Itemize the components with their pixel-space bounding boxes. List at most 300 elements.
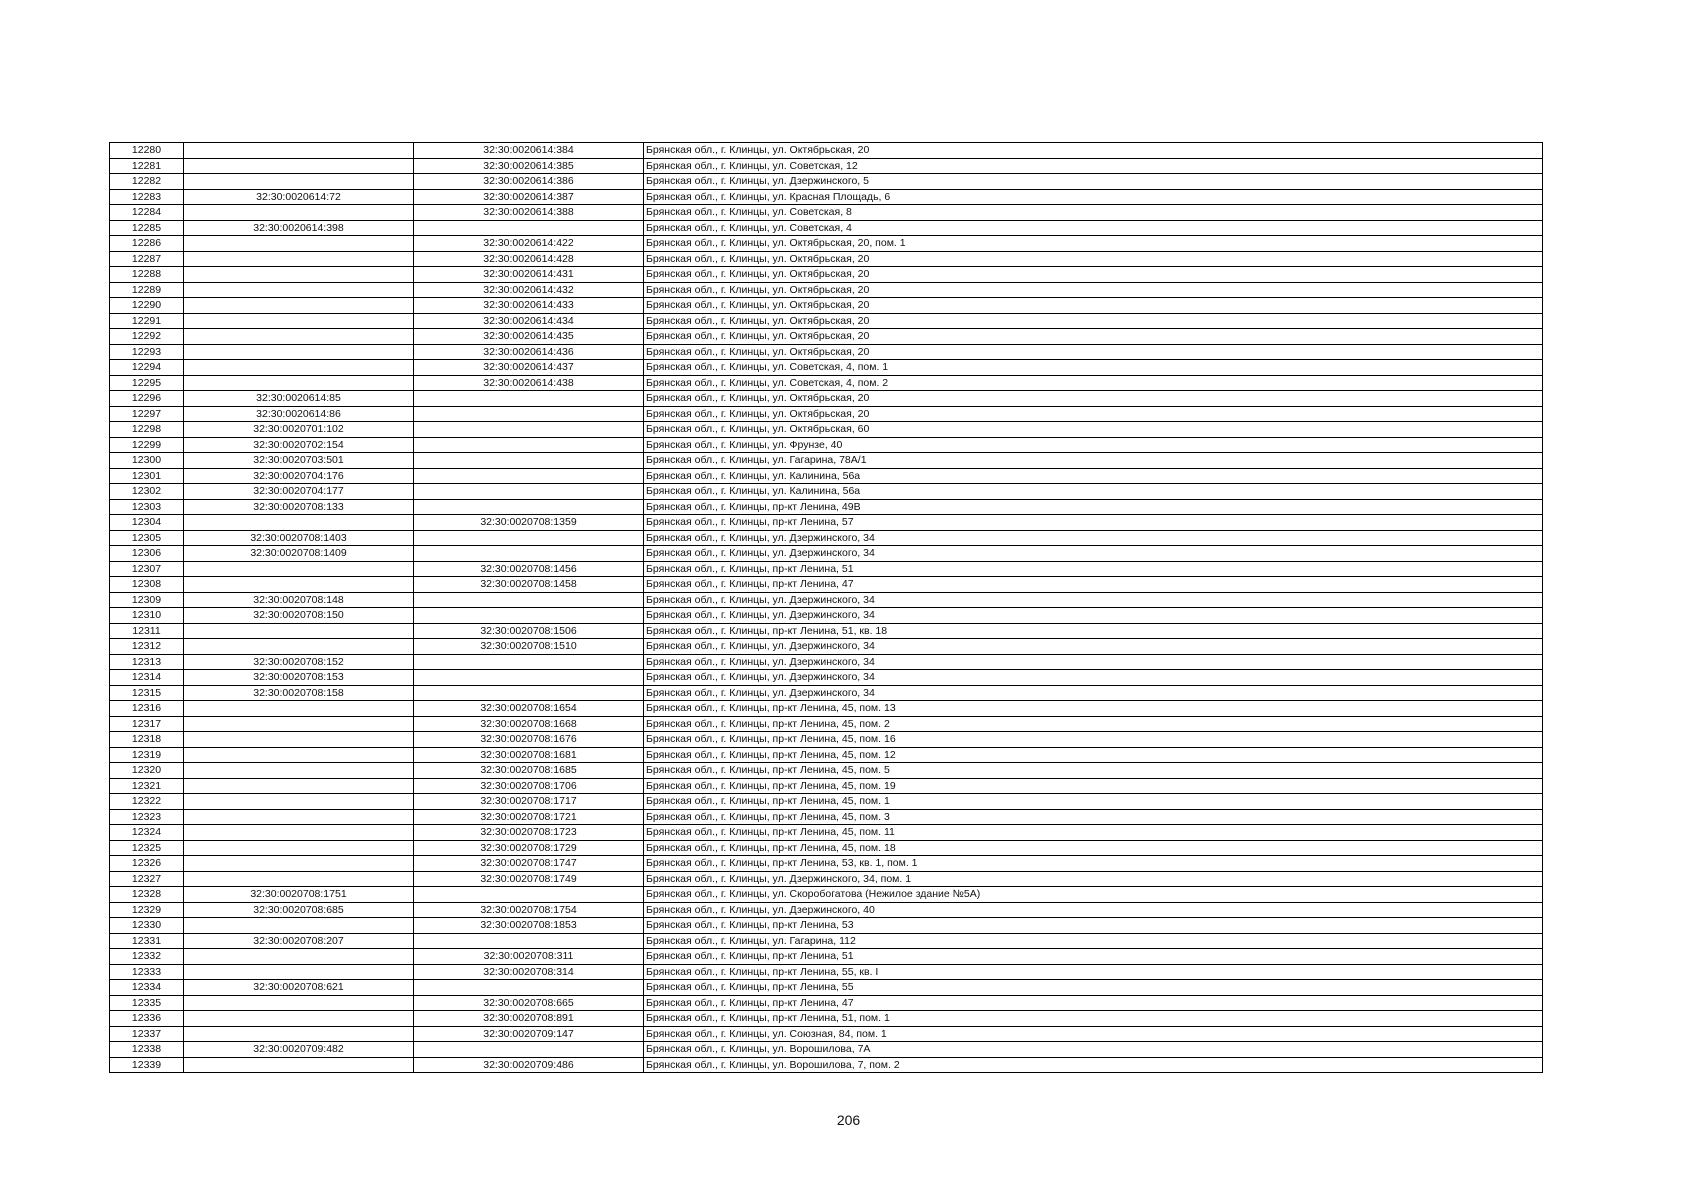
table-row bbox=[110, 887, 1543, 903]
row-number-cell: 12310 bbox=[110, 608, 184, 624]
cadastral-number-object-cell bbox=[414, 437, 644, 453]
address-cell: Брянская обл., г. Клинцы, ул. Советская, 4 bbox=[644, 220, 1543, 236]
cadastral-number-object-cell bbox=[414, 530, 644, 546]
address-cell: Брянская обл., г. Клинцы, ул. Дзержинского, 34 bbox=[644, 654, 1543, 670]
cadastral-number-object-cell bbox=[414, 546, 644, 562]
cadastral-number-object-cell: 32:30:0020708:1717 bbox=[414, 794, 644, 810]
cadastral-number-land-cell: 32:30:0020708:685 bbox=[184, 902, 414, 918]
address-cell: Брянская обл., г. Клинцы, пр-кт Ленина, 45, пом. 3 bbox=[644, 809, 1543, 825]
row-number-cell: 12301 bbox=[110, 468, 184, 484]
row-number-cell: 12307 bbox=[110, 561, 184, 577]
cadastral-number-land-cell: 32:30:0020704:177 bbox=[184, 484, 414, 500]
address-cell: Брянская обл., г. Клинцы, ул. Ворошилова, 7, пом. 2 bbox=[644, 1057, 1543, 1073]
row-number-cell: 12315 bbox=[110, 685, 184, 701]
row-number-cell: 12316 bbox=[110, 701, 184, 717]
table-row bbox=[110, 732, 1543, 748]
table-row bbox=[110, 298, 1543, 314]
row-number-cell: 12335 bbox=[110, 995, 184, 1011]
cadastral-number-object-cell: 32:30:0020708:1506 bbox=[414, 623, 644, 639]
cadastral-number-land-cell bbox=[184, 282, 414, 298]
row-number-cell: 12328 bbox=[110, 887, 184, 903]
cadastral-number-object-cell: 32:30:0020708:1676 bbox=[414, 732, 644, 748]
cadastral-number-object-cell bbox=[414, 685, 644, 701]
table-row bbox=[110, 453, 1543, 469]
cadastral-number-land-cell: 32:30:0020614:72 bbox=[184, 189, 414, 205]
address-cell: Брянская обл., г. Клинцы, пр-кт Ленина, 47 bbox=[644, 577, 1543, 593]
cadastral-number-land-cell: 32:30:0020614:398 bbox=[184, 220, 414, 236]
cadastral-number-land-cell bbox=[184, 871, 414, 887]
table-row bbox=[110, 778, 1543, 794]
row-number-cell: 12311 bbox=[110, 623, 184, 639]
cadastral-number-land-cell bbox=[184, 778, 414, 794]
address-cell: Брянская обл., г. Клинцы, пр-кт Ленина, 51 bbox=[644, 561, 1543, 577]
row-number-cell: 12302 bbox=[110, 484, 184, 500]
address-cell: Брянская обл., г. Клинцы, ул. Дзержинского, 5 bbox=[644, 174, 1543, 190]
cadastral-number-object-cell bbox=[414, 1042, 644, 1058]
address-cell: Брянская обл., г. Клинцы, пр-кт Ленина, 55 bbox=[644, 980, 1543, 996]
cadastral-number-land-cell: 32:30:0020701:102 bbox=[184, 422, 414, 438]
cadastral-number-object-cell: 32:30:0020708:311 bbox=[414, 949, 644, 965]
cadastral-number-land-cell: 32:30:0020708:1409 bbox=[184, 546, 414, 562]
address-cell: Брянская обл., г. Клинцы, ул. Октябрьская, 20, пом. 1 bbox=[644, 236, 1543, 252]
table-row bbox=[110, 437, 1543, 453]
row-number-cell: 12287 bbox=[110, 251, 184, 267]
cadastral-number-land-cell bbox=[184, 747, 414, 763]
cadastral-number-land-cell bbox=[184, 701, 414, 717]
row-number-cell: 12286 bbox=[110, 236, 184, 252]
cadastral-number-object-cell: 32:30:0020614:433 bbox=[414, 298, 644, 314]
cadastral-number-land-cell bbox=[184, 236, 414, 252]
table-row bbox=[110, 577, 1543, 593]
row-number-cell: 12303 bbox=[110, 499, 184, 515]
address-cell: Брянская обл., г. Клинцы, ул. Октябрьская, 20 bbox=[644, 298, 1543, 314]
cadastral-number-land-cell: 32:30:0020708:133 bbox=[184, 499, 414, 515]
table-row bbox=[110, 856, 1543, 872]
cadastral-number-land-cell bbox=[184, 375, 414, 391]
row-number-cell: 12309 bbox=[110, 592, 184, 608]
cadastral-number-object-cell: 32:30:0020614:434 bbox=[414, 313, 644, 329]
table-row bbox=[110, 375, 1543, 391]
row-number-cell: 12321 bbox=[110, 778, 184, 794]
cadastral-number-object-cell: 32:30:0020708:314 bbox=[414, 964, 644, 980]
address-cell: Брянская обл., г. Клинцы, ул. Скоробогатова (Нежилое здание №5А) bbox=[644, 887, 1543, 903]
address-cell: Брянская обл., г. Клинцы, ул. Октябрьская, 20 bbox=[644, 329, 1543, 345]
cadastral-number-land-cell: 32:30:0020708:152 bbox=[184, 654, 414, 670]
address-cell: Брянская обл., г. Клинцы, ул. Октябрьская, 20 bbox=[644, 251, 1543, 267]
table-row bbox=[110, 964, 1543, 980]
address-cell: Брянская обл., г. Клинцы, пр-кт Ленина, 51, пом. 1 bbox=[644, 1011, 1543, 1027]
table-row bbox=[110, 918, 1543, 934]
cadastral-number-object-cell: 32:30:0020708:1456 bbox=[414, 561, 644, 577]
address-cell: Брянская обл., г. Клинцы, ул. Октябрьская, 20 bbox=[644, 282, 1543, 298]
cadastral-number-land-cell: 32:30:0020708:1403 bbox=[184, 530, 414, 546]
table-row bbox=[110, 608, 1543, 624]
table-row bbox=[110, 995, 1543, 1011]
cadastral-number-land-cell bbox=[184, 918, 414, 934]
cadastral-number-object-cell bbox=[414, 499, 644, 515]
cadastral-number-object-cell: 32:30:0020708:1654 bbox=[414, 701, 644, 717]
row-number-cell: 12298 bbox=[110, 422, 184, 438]
cadastral-number-object-cell: 32:30:0020708:1749 bbox=[414, 871, 644, 887]
cadastral-number-land-cell bbox=[184, 360, 414, 376]
address-cell: Брянская обл., г. Клинцы, пр-кт Ленина, 45, пом. 16 bbox=[644, 732, 1543, 748]
address-cell: Брянская обл., г. Клинцы, ул. Октябрьская, 20 bbox=[644, 344, 1543, 360]
cadastral-number-object-cell bbox=[414, 670, 644, 686]
row-number-cell: 12306 bbox=[110, 546, 184, 562]
cadastral-number-object-cell: 32:30:0020708:1853 bbox=[414, 918, 644, 934]
address-cell: Брянская обл., г. Клинцы, ул. Октябрьская, 20 bbox=[644, 406, 1543, 422]
row-number-cell: 12312 bbox=[110, 639, 184, 655]
address-cell: Брянская обл., г. Клинцы, пр-кт Ленина, 45, пом. 1 bbox=[644, 794, 1543, 810]
table-row bbox=[110, 406, 1543, 422]
cadastral-number-object-cell: 32:30:0020708:1721 bbox=[414, 809, 644, 825]
cadastral-number-object-cell bbox=[414, 980, 644, 996]
address-cell: Брянская обл., г. Клинцы, ул. Дзержинского, 34 bbox=[644, 530, 1543, 546]
cadastral-number-object-cell: 32:30:0020614:438 bbox=[414, 375, 644, 391]
row-number-cell: 12333 bbox=[110, 964, 184, 980]
table-row bbox=[110, 747, 1543, 763]
table-row bbox=[110, 1042, 1543, 1058]
cadastral-number-land-cell bbox=[184, 158, 414, 174]
table-row bbox=[110, 236, 1543, 252]
address-cell: Брянская обл., г. Клинцы, ул. Дзержинского, 34 bbox=[644, 608, 1543, 624]
cadastral-number-land-cell bbox=[184, 344, 414, 360]
row-number-cell: 12305 bbox=[110, 530, 184, 546]
table-row bbox=[110, 329, 1543, 345]
row-number-cell: 12325 bbox=[110, 840, 184, 856]
table-row bbox=[110, 592, 1543, 608]
row-number-cell: 12308 bbox=[110, 577, 184, 593]
table-row bbox=[110, 158, 1543, 174]
address-cell: Брянская обл., г. Клинцы, пр-кт Ленина, 45, пом. 12 bbox=[644, 747, 1543, 763]
address-cell: Брянская обл., г. Клинцы, пр-кт Ленина, 51 bbox=[644, 949, 1543, 965]
cadastral-number-object-cell: 32:30:0020708:1458 bbox=[414, 577, 644, 593]
row-number-cell: 12331 bbox=[110, 933, 184, 949]
row-number-cell: 12291 bbox=[110, 313, 184, 329]
row-number-cell: 12323 bbox=[110, 809, 184, 825]
address-cell: Брянская обл., г. Клинцы, пр-кт Ленина, 45, пом. 18 bbox=[644, 840, 1543, 856]
cadastral-number-object-cell: 32:30:0020709:147 bbox=[414, 1026, 644, 1042]
address-cell: Брянская обл., г. Клинцы, пр-кт Ленина, 51, кв. 18 bbox=[644, 623, 1543, 639]
cadastral-number-object-cell: 32:30:0020708:1723 bbox=[414, 825, 644, 841]
table-row bbox=[110, 654, 1543, 670]
table-row bbox=[110, 623, 1543, 639]
table-row bbox=[110, 313, 1543, 329]
cadastral-number-land-cell bbox=[184, 995, 414, 1011]
address-cell: Брянская обл., г. Клинцы, пр-кт Ленина, 49В bbox=[644, 499, 1543, 515]
row-number-cell: 12322 bbox=[110, 794, 184, 810]
address-cell: Брянская обл., г. Клинцы, ул. Дзержинского, 40 bbox=[644, 902, 1543, 918]
cadastral-number-land-cell bbox=[184, 840, 414, 856]
address-cell: Брянская обл., г. Клинцы, ул. Калинина, 56а bbox=[644, 484, 1543, 500]
table-row bbox=[110, 468, 1543, 484]
row-number-cell: 12324 bbox=[110, 825, 184, 841]
address-cell: Брянская обл., г. Клинцы, ул. Союзная, 84, пом. 1 bbox=[644, 1026, 1543, 1042]
address-cell: Брянская обл., г. Клинцы, ул. Красная Площадь, 6 bbox=[644, 189, 1543, 205]
cadastral-number-object-cell: 32:30:0020708:1510 bbox=[414, 639, 644, 655]
property-registry-table bbox=[109, 142, 1543, 1073]
address-cell: Брянская обл., г. Клинцы, пр-кт Ленина, 57 bbox=[644, 515, 1543, 531]
address-cell: Брянская обл., г. Клинцы, пр-кт Ленина, 45, пом. 2 bbox=[644, 716, 1543, 732]
cadastral-number-land-cell bbox=[184, 856, 414, 872]
cadastral-number-object-cell: 32:30:0020614:384 bbox=[414, 143, 644, 159]
row-number-cell: 12282 bbox=[110, 174, 184, 190]
cadastral-number-object-cell: 32:30:0020708:665 bbox=[414, 995, 644, 1011]
address-cell: Брянская обл., г. Клинцы, пр-кт Ленина, 55, кв. I bbox=[644, 964, 1543, 980]
row-number-cell: 12295 bbox=[110, 375, 184, 391]
address-cell: Брянская обл., г. Клинцы, ул. Гагарина, 78А/1 bbox=[644, 453, 1543, 469]
table-row bbox=[110, 391, 1543, 407]
table-row bbox=[110, 825, 1543, 841]
row-number-cell: 12280 bbox=[110, 143, 184, 159]
cadastral-number-land-cell bbox=[184, 639, 414, 655]
table-row bbox=[110, 840, 1543, 856]
cadastral-number-land-cell bbox=[184, 809, 414, 825]
address-cell: Брянская обл., г. Клинцы, пр-кт Ленина, 53 bbox=[644, 918, 1543, 934]
table-row bbox=[110, 143, 1543, 159]
cadastral-number-object-cell: 32:30:0020614:436 bbox=[414, 344, 644, 360]
table-row bbox=[110, 561, 1543, 577]
cadastral-number-land-cell bbox=[184, 298, 414, 314]
row-number-cell: 12337 bbox=[110, 1026, 184, 1042]
table-row bbox=[110, 716, 1543, 732]
cadastral-number-object-cell: 32:30:0020614:431 bbox=[414, 267, 644, 283]
row-number-cell: 12285 bbox=[110, 220, 184, 236]
address-cell: Брянская обл., г. Клинцы, ул. Советская, 4, пом. 2 bbox=[644, 375, 1543, 391]
cadastral-number-land-cell: 32:30:0020708:1751 bbox=[184, 887, 414, 903]
cadastral-number-object-cell bbox=[414, 654, 644, 670]
row-number-cell: 12300 bbox=[110, 453, 184, 469]
cadastral-number-object-cell: 32:30:0020614:387 bbox=[414, 189, 644, 205]
cadastral-number-object-cell bbox=[414, 406, 644, 422]
cadastral-number-object-cell: 32:30:0020709:486 bbox=[414, 1057, 644, 1073]
cadastral-number-object-cell: 32:30:0020614:432 bbox=[414, 282, 644, 298]
cadastral-number-land-cell bbox=[184, 267, 414, 283]
cadastral-number-land-cell bbox=[184, 313, 414, 329]
row-number-cell: 12320 bbox=[110, 763, 184, 779]
row-number-cell: 12313 bbox=[110, 654, 184, 670]
cadastral-number-object-cell bbox=[414, 887, 644, 903]
address-cell: Брянская обл., г. Клинцы, ул. Ворошилова, 7А bbox=[644, 1042, 1543, 1058]
address-cell: Брянская обл., г. Клинцы, пр-кт Ленина, 45, пом. 19 bbox=[644, 778, 1543, 794]
cadastral-number-object-cell: 32:30:0020708:1668 bbox=[414, 716, 644, 732]
table-row bbox=[110, 980, 1543, 996]
cadastral-number-land-cell: 32:30:0020614:85 bbox=[184, 391, 414, 407]
cadastral-number-object-cell: 32:30:0020614:386 bbox=[414, 174, 644, 190]
cadastral-number-object-cell: 32:30:0020614:437 bbox=[414, 360, 644, 376]
cadastral-number-land-cell bbox=[184, 1057, 414, 1073]
table-row bbox=[110, 189, 1543, 205]
address-cell: Брянская обл., г. Клинцы, ул. Фрунзе, 40 bbox=[644, 437, 1543, 453]
table-row bbox=[110, 174, 1543, 190]
table-row bbox=[110, 701, 1543, 717]
address-cell: Брянская обл., г. Клинцы, ул. Октябрьская, 60 bbox=[644, 422, 1543, 438]
cadastral-number-object-cell: 32:30:0020708:1681 bbox=[414, 747, 644, 763]
table-row bbox=[110, 422, 1543, 438]
table-row bbox=[110, 639, 1543, 655]
address-cell: Брянская обл., г. Клинцы, ул. Советская, 4, пом. 1 bbox=[644, 360, 1543, 376]
cadastral-number-object-cell bbox=[414, 608, 644, 624]
cadastral-number-land-cell bbox=[184, 949, 414, 965]
table-row bbox=[110, 871, 1543, 887]
row-number-cell: 12317 bbox=[110, 716, 184, 732]
cadastral-number-object-cell bbox=[414, 468, 644, 484]
row-number-cell: 12299 bbox=[110, 437, 184, 453]
table-row bbox=[110, 933, 1543, 949]
address-cell: Брянская обл., г. Клинцы, ул. Дзержинского, 34 bbox=[644, 546, 1543, 562]
row-number-cell: 12318 bbox=[110, 732, 184, 748]
cadastral-number-object-cell bbox=[414, 453, 644, 469]
row-number-cell: 12334 bbox=[110, 980, 184, 996]
cadastral-number-land-cell bbox=[184, 561, 414, 577]
cadastral-number-land-cell bbox=[184, 143, 414, 159]
cadastral-number-land-cell: 32:30:0020614:86 bbox=[184, 406, 414, 422]
address-cell: Брянская обл., г. Клинцы, пр-кт Ленина, 45, пом. 5 bbox=[644, 763, 1543, 779]
cadastral-number-land-cell: 32:30:0020704:176 bbox=[184, 468, 414, 484]
table-row bbox=[110, 251, 1543, 267]
cadastral-number-land-cell bbox=[184, 623, 414, 639]
address-cell: Брянская обл., г. Клинцы, пр-кт Ленина, 53, кв. 1, пом. 1 bbox=[644, 856, 1543, 872]
address-cell: Брянская обл., г. Клинцы, ул. Калинина, 56а bbox=[644, 468, 1543, 484]
cadastral-number-object-cell: 32:30:0020708:1754 bbox=[414, 902, 644, 918]
address-cell: Брянская обл., г. Клинцы, ул. Советская, 12 bbox=[644, 158, 1543, 174]
row-number-cell: 12293 bbox=[110, 344, 184, 360]
table-row bbox=[110, 546, 1543, 562]
address-cell: Брянская обл., г. Клинцы, пр-кт Ленина, 47 bbox=[644, 995, 1543, 1011]
cadastral-number-object-cell: 32:30:0020614:388 bbox=[414, 205, 644, 221]
cadastral-number-land-cell: 32:30:0020708:207 bbox=[184, 933, 414, 949]
cadastral-number-object-cell: 32:30:0020614:428 bbox=[414, 251, 644, 267]
cadastral-number-object-cell: 32:30:0020708:1747 bbox=[414, 856, 644, 872]
cadastral-number-object-cell: 32:30:0020708:1359 bbox=[414, 515, 644, 531]
row-number-cell: 12297 bbox=[110, 406, 184, 422]
registry-table-body bbox=[110, 143, 1543, 1073]
cadastral-number-land-cell bbox=[184, 1011, 414, 1027]
row-number-cell: 12283 bbox=[110, 189, 184, 205]
cadastral-number-land-cell bbox=[184, 577, 414, 593]
table-row bbox=[110, 949, 1543, 965]
cadastral-number-land-cell: 32:30:0020708:153 bbox=[184, 670, 414, 686]
table-row bbox=[110, 267, 1543, 283]
cadastral-number-land-cell: 32:30:0020702:154 bbox=[184, 437, 414, 453]
address-cell: Брянская обл., г. Клинцы, ул. Советская, 8 bbox=[644, 205, 1543, 221]
cadastral-number-land-cell bbox=[184, 732, 414, 748]
table-row bbox=[110, 794, 1543, 810]
address-cell: Брянская обл., г. Клинцы, ул. Дзержинского, 34, пом. 1 bbox=[644, 871, 1543, 887]
row-number-cell: 12304 bbox=[110, 515, 184, 531]
cadastral-number-land-cell: 32:30:0020708:148 bbox=[184, 592, 414, 608]
cadastral-number-object-cell: 32:30:0020708:1706 bbox=[414, 778, 644, 794]
cadastral-number-land-cell bbox=[184, 964, 414, 980]
row-number-cell: 12329 bbox=[110, 902, 184, 918]
row-number-cell: 12339 bbox=[110, 1057, 184, 1073]
cadastral-number-object-cell: 32:30:0020708:1729 bbox=[414, 840, 644, 856]
address-cell: Брянская обл., г. Клинцы, пр-кт Ленина, 45, пом. 13 bbox=[644, 701, 1543, 717]
cadastral-number-land-cell: 32:30:0020703:501 bbox=[184, 453, 414, 469]
address-cell: Брянская обл., г. Клинцы, ул. Октябрьская, 20 bbox=[644, 313, 1543, 329]
address-cell: Брянская обл., г. Клинцы, ул. Дзержинского, 34 bbox=[644, 685, 1543, 701]
table-row bbox=[110, 1011, 1543, 1027]
table-row bbox=[110, 360, 1543, 376]
address-cell: Брянская обл., г. Клинцы, ул. Гагарина, 112 bbox=[644, 933, 1543, 949]
cadastral-number-object-cell: 32:30:0020614:435 bbox=[414, 329, 644, 345]
cadastral-number-object-cell bbox=[414, 422, 644, 438]
table-row bbox=[110, 902, 1543, 918]
row-number-cell: 12284 bbox=[110, 205, 184, 221]
cadastral-number-object-cell: 32:30:0020614:422 bbox=[414, 236, 644, 252]
row-number-cell: 12314 bbox=[110, 670, 184, 686]
cadastral-number-object-cell bbox=[414, 220, 644, 236]
table-row bbox=[110, 685, 1543, 701]
cadastral-number-land-cell bbox=[184, 763, 414, 779]
cadastral-number-land-cell bbox=[184, 716, 414, 732]
table-row bbox=[110, 530, 1543, 546]
cadastral-number-land-cell: 32:30:0020708:621 bbox=[184, 980, 414, 996]
row-number-cell: 12326 bbox=[110, 856, 184, 872]
row-number-cell: 12319 bbox=[110, 747, 184, 763]
address-cell: Брянская обл., г. Клинцы, пр-кт Ленина, 45, пом. 11 bbox=[644, 825, 1543, 841]
table-row bbox=[110, 1026, 1543, 1042]
table-row bbox=[110, 670, 1543, 686]
cadastral-number-object-cell: 32:30:0020708:1685 bbox=[414, 763, 644, 779]
cadastral-number-object-cell bbox=[414, 484, 644, 500]
cadastral-number-land-cell bbox=[184, 794, 414, 810]
row-number-cell: 12327 bbox=[110, 871, 184, 887]
table-row bbox=[110, 499, 1543, 515]
table-row bbox=[110, 484, 1543, 500]
address-cell: Брянская обл., г. Клинцы, ул. Октябрьская, 20 bbox=[644, 267, 1543, 283]
cadastral-number-land-cell: 32:30:0020708:158 bbox=[184, 685, 414, 701]
cadastral-number-land-cell: 32:30:0020709:482 bbox=[184, 1042, 414, 1058]
row-number-cell: 12281 bbox=[110, 158, 184, 174]
row-number-cell: 12330 bbox=[110, 918, 184, 934]
cadastral-number-object-cell: 32:30:0020614:385 bbox=[414, 158, 644, 174]
cadastral-number-land-cell bbox=[184, 205, 414, 221]
cadastral-number-object-cell bbox=[414, 933, 644, 949]
row-number-cell: 12294 bbox=[110, 360, 184, 376]
cadastral-number-land-cell bbox=[184, 251, 414, 267]
row-number-cell: 12289 bbox=[110, 282, 184, 298]
address-cell: Брянская обл., г. Клинцы, ул. Дзержинского, 34 bbox=[644, 639, 1543, 655]
cadastral-number-land-cell bbox=[184, 174, 414, 190]
table-row bbox=[110, 344, 1543, 360]
row-number-cell: 12288 bbox=[110, 267, 184, 283]
address-cell: Брянская обл., г. Клинцы, ул. Дзержинского, 34 bbox=[644, 592, 1543, 608]
row-number-cell: 12336 bbox=[110, 1011, 184, 1027]
address-cell: Брянская обл., г. Клинцы, ул. Октябрьская, 20 bbox=[644, 391, 1543, 407]
cadastral-number-object-cell bbox=[414, 391, 644, 407]
cadastral-number-object-cell bbox=[414, 592, 644, 608]
address-cell: Брянская обл., г. Клинцы, ул. Дзержинского, 34 bbox=[644, 670, 1543, 686]
page-number: 206 bbox=[836, 1112, 861, 1128]
cadastral-number-land-cell bbox=[184, 329, 414, 345]
cadastral-number-object-cell: 32:30:0020708:891 bbox=[414, 1011, 644, 1027]
table-row bbox=[110, 205, 1543, 221]
table-row bbox=[110, 809, 1543, 825]
row-number-cell: 12296 bbox=[110, 391, 184, 407]
address-cell: Брянская обл., г. Клинцы, ул. Октябрьская, 20 bbox=[644, 143, 1543, 159]
row-number-cell: 12290 bbox=[110, 298, 184, 314]
table-row bbox=[110, 763, 1543, 779]
cadastral-number-land-cell bbox=[184, 825, 414, 841]
cadastral-number-land-cell bbox=[184, 515, 414, 531]
table-row bbox=[110, 282, 1543, 298]
row-number-cell: 12338 bbox=[110, 1042, 184, 1058]
table-row bbox=[110, 515, 1543, 531]
row-number-cell: 12332 bbox=[110, 949, 184, 965]
cadastral-number-land-cell: 32:30:0020708:150 bbox=[184, 608, 414, 624]
cadastral-number-land-cell bbox=[184, 1026, 414, 1042]
